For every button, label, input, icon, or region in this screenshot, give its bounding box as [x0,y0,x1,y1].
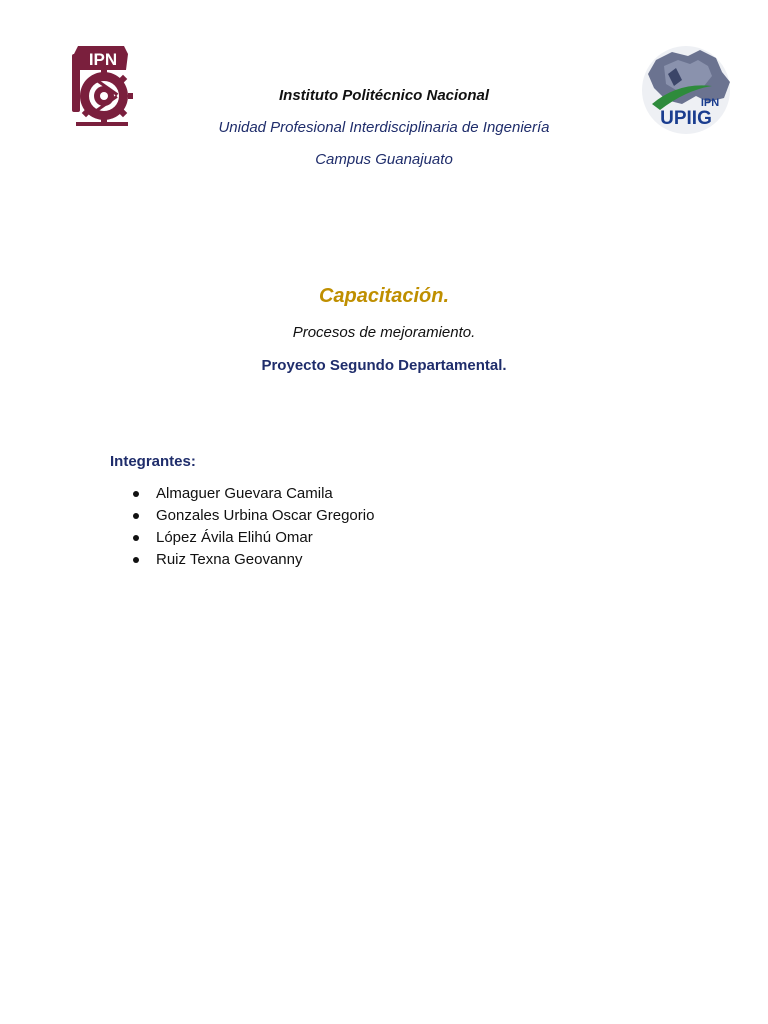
document-title: Capacitación. [318,285,450,307]
list-item [130,549,374,571]
bullet-icon [133,491,139,497]
bullet-icon [133,513,139,519]
member-name: Ruiz Texna Geovanny [156,551,303,568]
upiig-logo-name-text: UPIIG [660,108,712,129]
member-name: Almaguer Guevara Camila [156,485,333,502]
list-item [130,527,374,549]
upiig-logo-ipn-text: IPN [700,97,720,109]
members-list [130,483,374,571]
campus-name: Campus Guanajuato [315,151,453,168]
list-item [130,483,374,505]
member-name: López Ávila Elihú Omar [156,529,313,546]
ipn-logo-text: IPN [88,50,118,69]
bullet-icon [133,535,139,541]
ipn-logo-icon [68,40,134,128]
bullet-icon [133,557,139,563]
unit-name: Unidad Profesional Interdisciplinaria de Ingeniería [218,119,550,136]
member-name: Gonzales Urbina Oscar Gregorio [156,507,375,524]
institution-name: Instituto Politécnico Nacional [278,87,490,104]
project-name: Proyecto Segundo Departamental. [261,357,507,374]
list-item [130,505,374,527]
document-subtitle: Procesos de mejoramiento. [292,324,476,341]
members-heading: Integrantes: [110,453,196,470]
